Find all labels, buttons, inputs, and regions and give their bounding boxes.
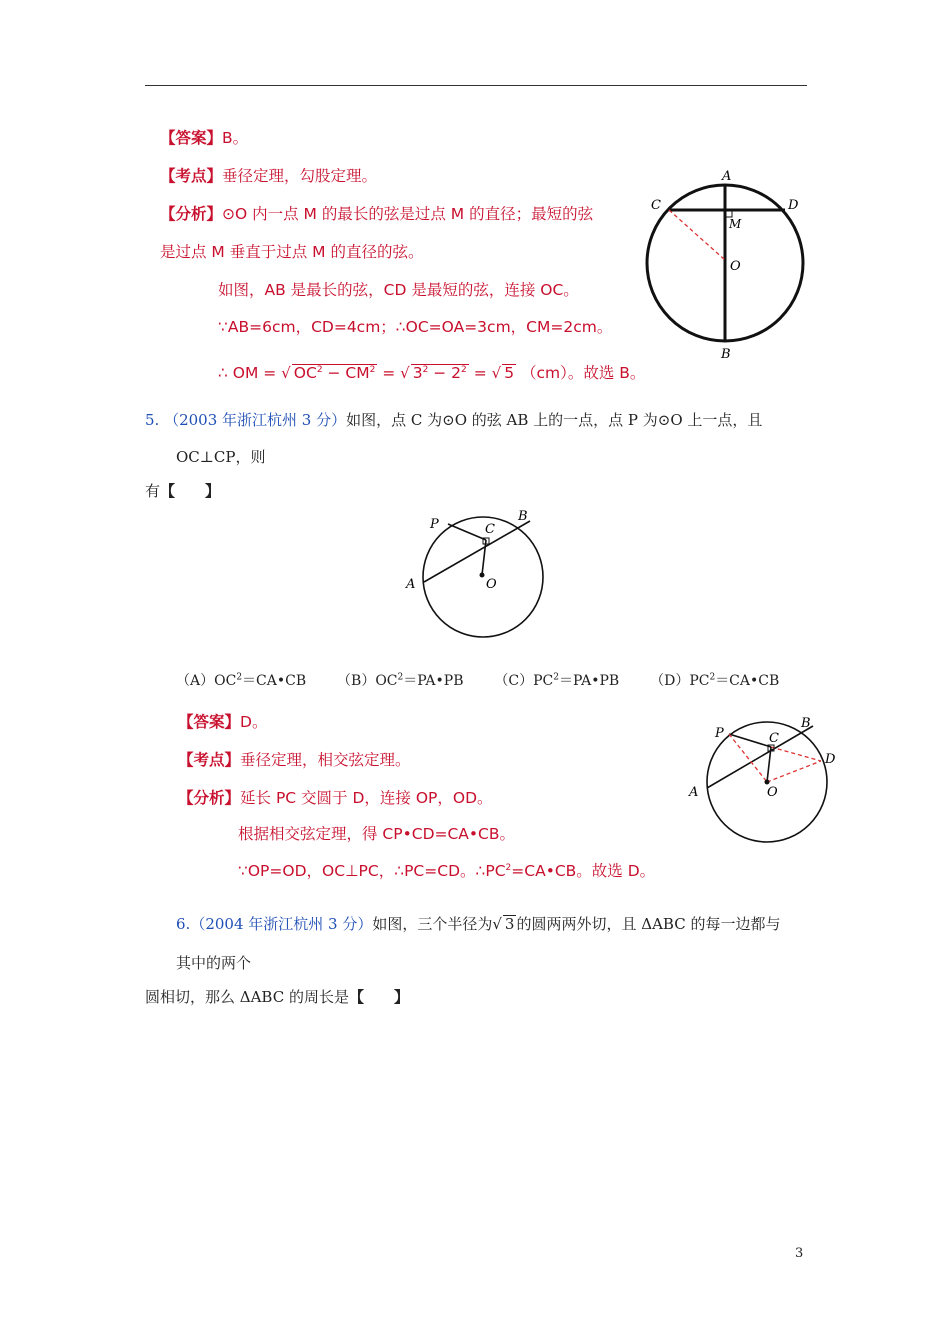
option-a-post: ＝CA•CB (242, 673, 307, 689)
radical-numeric (411, 364, 469, 381)
exponent: 2 (505, 862, 512, 873)
exponent: 2 (236, 672, 243, 683)
option-b[interactable] (337, 673, 463, 689)
segment-pc (729, 734, 771, 747)
answer-tag: 【答案】 (178, 713, 241, 731)
label-o: O (767, 785, 778, 800)
page-number: 3 (795, 1246, 804, 1261)
stem-start: 如图，三个半径为 (372, 915, 493, 933)
question-stem: 如图，点 C 为⊙O 的弦 AB 上的一点，点 P 为⊙O 上一点，且 (346, 411, 763, 429)
q4-fenxi-line-2: 是过点 M 垂直于过点 M 的直径的弦。 (160, 243, 424, 261)
q4-answer-line (160, 128, 248, 148)
exponent: 2 (397, 672, 404, 683)
option-b-pre: （B）OC (337, 673, 398, 689)
q5-stem-line-3 (145, 481, 220, 501)
label-b: B (721, 347, 731, 360)
q6-stem-line-1 (176, 914, 780, 934)
exponent: 2 (461, 364, 467, 375)
formula-end: （cm）。故选 B。 (516, 364, 646, 382)
option-c-pre: （C）PC (494, 673, 554, 689)
q4-kaodian-line (160, 166, 377, 186)
q5-fenxi-line-1 (178, 788, 493, 808)
q5-fenxi-line-3 (238, 861, 655, 881)
kaodian-tag: 【考点】 (178, 751, 241, 769)
exponent: 2 (369, 364, 376, 375)
label-a: A (406, 577, 416, 592)
q4-fenxi-line-4: ∵AB=6cm，CD=4cm；∴OC=OA=3cm，CM=2cm。 (218, 318, 613, 336)
segment-od-dashed (767, 761, 821, 782)
fenxi-3-end: =CA•CB。故选 D。 (511, 862, 656, 880)
kaodian-text: 垂径定理，相交弦定理。 (240, 751, 411, 769)
segment-cd-dashed (771, 747, 821, 761)
exponent: 2 (422, 364, 429, 375)
q6-stem-line-2: 其中的两个 (176, 954, 252, 972)
answer-tag: 【答案】 (160, 129, 223, 147)
q5-kaodian-line (178, 750, 411, 770)
q5-stem-line-2: OC⊥CP，则 (176, 448, 266, 466)
exponent: 2 (709, 672, 716, 683)
exponent: 2 (316, 364, 323, 375)
answer-value: B。 (222, 129, 249, 147)
fenxi-tag: 【分析】 (160, 205, 223, 223)
label-p: P (715, 726, 724, 741)
q5-stem-line-1 (145, 410, 762, 430)
label-o: O (486, 577, 497, 592)
radicand-three: 3 (412, 364, 423, 382)
fenxi-text: ⊙O 内一点 M 的最长的弦是过点 M 的直径；最短的弦 (222, 205, 594, 223)
q4-fenxi-line-5 (218, 363, 645, 383)
stem-end: 有 (145, 482, 161, 500)
option-c[interactable] (494, 673, 619, 689)
label-b: B (518, 509, 528, 524)
label-p: P (430, 517, 439, 532)
sqrt-sign: √ (400, 364, 410, 382)
q5-circle-figure (400, 505, 560, 645)
question-source: （2004 年浙江杭州 3 分） (190, 915, 373, 933)
q4-fenxi-line-1 (160, 204, 593, 224)
q5-fenxi-line-2: 根据相交弦定理，得 CP•CD=CA•CB。 (238, 825, 516, 843)
label-c: C (485, 522, 495, 537)
kaodian-text: 垂径定理，勾股定理。 (222, 167, 378, 185)
equals: = (468, 364, 492, 382)
q4-fenxi-line-3: 如图，AB 是最长的弦，CD 是最短的弦，连接 OC。 (218, 281, 579, 299)
q6-stem-line-3 (145, 987, 409, 1007)
exponent: 2 (553, 672, 559, 683)
option-d-post: ＝CA•CB (715, 673, 780, 689)
question-number: 6. (176, 915, 191, 933)
q5-options (176, 671, 779, 691)
option-d-pre: （D）PC (650, 673, 710, 689)
radicand: 3 (504, 915, 515, 933)
fenxi-3-start: ∵OP=OD，OC⊥PC，∴PC=CD。∴PC (238, 862, 506, 880)
question-source: （2003 年浙江杭州 3 分） (164, 411, 347, 429)
answer-bracket: 【 】 (348, 988, 409, 1006)
radical-om (292, 364, 378, 381)
segment-oc-dashed (669, 210, 725, 260)
sqrt-sign: √ (281, 364, 291, 382)
label-m: M (729, 217, 742, 231)
segment-pc (448, 524, 486, 540)
question-number: 5. (145, 411, 160, 429)
kaodian-tag: 【考点】 (160, 167, 223, 185)
option-a[interactable] (176, 673, 306, 689)
label-c: C (651, 198, 661, 213)
point-o (765, 780, 770, 785)
sqrt-sign: √ (492, 915, 502, 933)
label-a: A (722, 169, 732, 184)
formula-start: ∴ OM = (218, 364, 282, 382)
stem-end: 圆相切，那么 ΔABC 的周长是 (145, 988, 349, 1006)
label-b: B (801, 716, 811, 731)
segment-op-dashed (729, 734, 767, 782)
stem-rest: 的圆两两外切，且 ΔABC 的每一边都与 (516, 915, 781, 933)
label-d: D (788, 198, 799, 213)
radicand-cm: − CM (322, 364, 370, 382)
radicand-five: 5 (504, 364, 515, 382)
label-d: D (825, 752, 836, 767)
header-rule (145, 85, 807, 86)
chord-ab (424, 521, 530, 582)
label-c: C (769, 731, 779, 746)
q4-circle-figure (635, 160, 815, 360)
q5-answer-figure (685, 712, 855, 852)
option-d[interactable] (650, 673, 779, 689)
option-a-pre: （A）OC (176, 673, 237, 689)
radicand-oc: OC (293, 364, 317, 382)
point-o (480, 573, 485, 578)
fenxi-tag: 【分析】 (178, 789, 241, 807)
sqrt-sign: √ (491, 364, 502, 382)
answer-value: D。 (240, 713, 268, 731)
equals: = (377, 364, 401, 382)
label-o: O (730, 259, 741, 274)
q5-answer-line (178, 712, 267, 732)
option-b-post: ＝PA•PB (403, 673, 464, 689)
option-c-post: ＝PA•PB (558, 673, 620, 689)
fenxi-text: 延长 PC 交圆于 D，连接 OP，OD。 (240, 789, 493, 807)
answer-bracket: 【 】 (160, 482, 221, 500)
radicand-two: − 2 (428, 364, 462, 382)
segment-oc (482, 540, 486, 575)
label-a: A (689, 785, 699, 800)
